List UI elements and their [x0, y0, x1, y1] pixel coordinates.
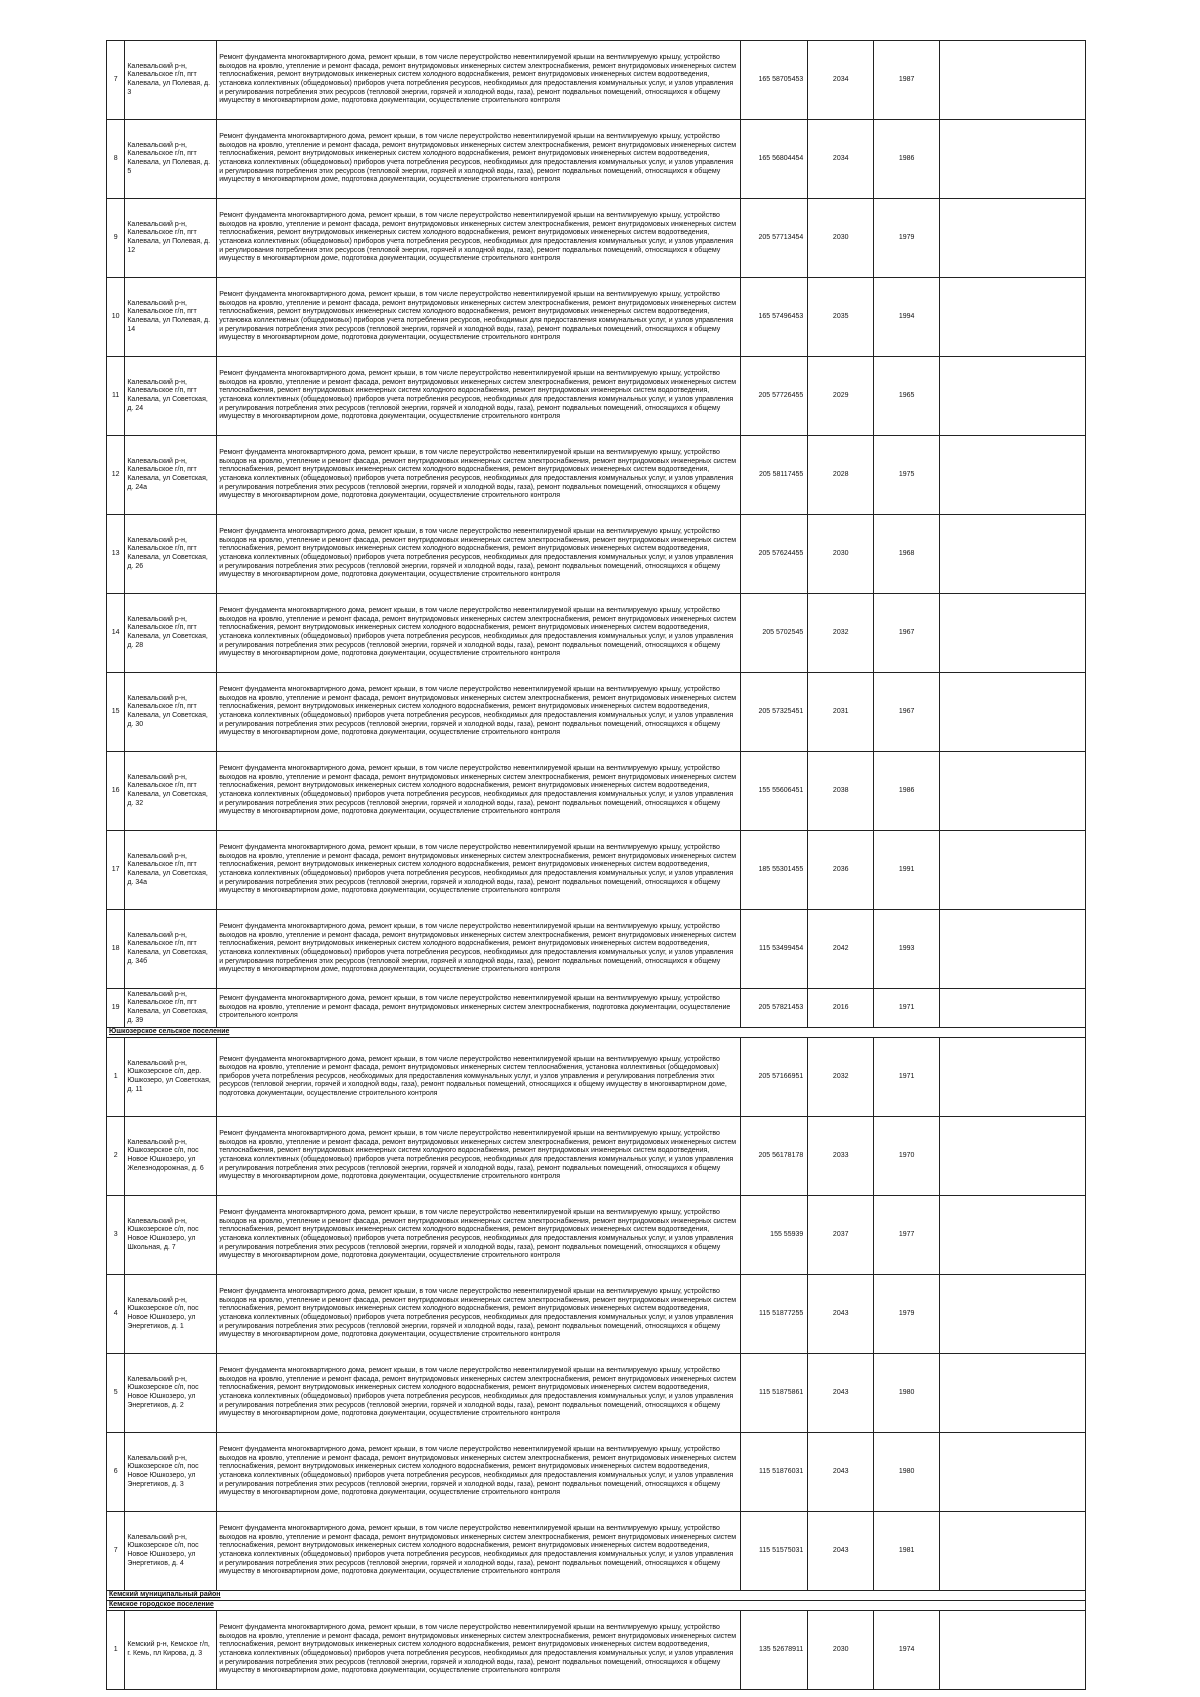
planned-year-cell: 2034 [808, 120, 874, 199]
planned-year-cell: 2038 [808, 752, 874, 831]
build-year-cell: 1971 [874, 1038, 940, 1117]
build-year-cell: 1986 [874, 120, 940, 199]
table-row [107, 515, 1086, 594]
table-row [107, 1275, 1086, 1354]
table-row [107, 1196, 1086, 1275]
address-cell: Калевальский р-н, Калевальское г/п, пгт Калевала, ул Полевая, д. 3 [125, 41, 217, 120]
empty-cell [940, 831, 1086, 910]
row-number: 5 [107, 1354, 125, 1433]
empty-cell [940, 1196, 1086, 1275]
cost-cell: 165 58705453 [741, 41, 808, 120]
address-cell: Калевальский р-н, Калевальское г/п, пгт Калевала, ул Советская, д. 34б [125, 910, 217, 989]
planned-year-cell: 2028 [808, 436, 874, 515]
planned-year-cell: 2043 [808, 1512, 874, 1591]
build-year-cell: 1970 [874, 1117, 940, 1196]
cost-cell: 115 51575031 [741, 1512, 808, 1591]
planned-year-cell: 2029 [808, 357, 874, 436]
cost-cell: 165 56804454 [741, 120, 808, 199]
work-description-cell: Ремонт фундамента многоквартирного дома, ремонт крыши, в том числе переустройство невентилируемой крыши на вентилируемую крышу, устройство выходов на кровлю, утепление и ремонт фасада, ремонт внутридомовых инженерных систем электроснабжения, ремонт внутридомовых инженерных систем теплоснабжения, ремонт внутридомовых инженерных систем холодного водоснабжения, ремонт внутридомовых инженерных систем водоотведения, установка коллективных (общедомовых) приборов учета потребления ресурсов, необходимых для предоставления коммунальных услуг, и узлов управления и регулирования потребления этих ресурсов (тепловой энергии, горячей и холодной воды, газа), ремонт подвальных помещений, относящихся к общему имуществу в многоквартирном доме, подготовка документации, осуществление строительного контроля [217, 1512, 741, 1591]
cost-cell: 115 51876031 [741, 1433, 808, 1512]
planned-year-cell: 2037 [808, 1196, 874, 1275]
section-title: Юшкозерское сельское поселение [107, 1028, 1086, 1038]
address-cell: Калевальский р-н, Калевальское г/п, пгт Калевала, ул Советская, д. 26 [125, 515, 217, 594]
row-number: 18 [107, 910, 125, 989]
address-cell: Кемский р-н, Кемское г/п, г. Кемь, пл Кирова, д. 3 [125, 1611, 217, 1690]
row-number: 16 [107, 752, 125, 831]
build-year-cell: 1971 [874, 989, 940, 1028]
row-number: 6 [107, 1433, 125, 1512]
planned-year-cell: 2034 [808, 41, 874, 120]
planned-year-cell: 2033 [808, 1117, 874, 1196]
work-description-cell: Ремонт фундамента многоквартирного дома, ремонт крыши, в том числе переустройство невентилируемой крыши на вентилируемую крышу, устройство выходов на кровлю, утепление и ремонт фасада, ремонт внутридомовых инженерных систем электроснабжения, ремонт внутридомовых инженерных систем теплоснабжения, ремонт внутридомовых инженерных систем холодного водоснабжения, ремонт внутридомовых инженерных систем водоотведения, установка коллективных (общедомовых) приборов учета потребления ресурсов, необходимых для предоставления коммунальных услуг, и узлов управления и регулирования потребления этих ресурсов (тепловой энергии, горячей и холодной воды, газа), ремонт подвальных помещений, относящихся к общему имуществу в многоквартирном доме, подготовка документации, осуществление строительного контроля [217, 673, 741, 752]
address-cell: Калевальский р-н, Калевальское г/п, пгт Калевала, ул Полевая, д. 14 [125, 278, 217, 357]
planned-year-cell: 2016 [808, 989, 874, 1028]
row-number: 12 [107, 436, 125, 515]
table-row [107, 436, 1086, 515]
address-cell: Калевальский р-н, Юшкозерское с/п, пос Новое Юшкозеро, ул Энергетиков, д. 3 [125, 1433, 217, 1512]
cost-cell: 205 57713454 [741, 199, 808, 278]
planned-year-cell: 2043 [808, 1354, 874, 1433]
section-title: Кемский муниципальный район [107, 1591, 1086, 1601]
table-row [107, 1117, 1086, 1196]
empty-cell [940, 357, 1086, 436]
empty-cell [940, 41, 1086, 120]
work-description-cell: Ремонт фундамента многоквартирного дома, ремонт крыши, в том числе переустройство невентилируемой крыши на вентилируемую крышу, устройство выходов на кровлю, утепление и ремонт фасада, ремонт внутридомовых инженерных систем электроснабжения, подготовка документации, осуществление строительного контроля [217, 989, 741, 1028]
row-number: 3 [107, 1196, 125, 1275]
work-description-cell: Ремонт фундамента многоквартирного дома, ремонт крыши, в том числе переустройство невентилируемой крыши на вентилируемую крышу, устройство выходов на кровлю, утепление и ремонт фасада, ремонт внутридомовых инженерных систем электроснабжения, ремонт внутридомовых инженерных систем теплоснабжения, ремонт внутридомовых инженерных систем холодного водоснабжения, ремонт внутридомовых инженерных систем водоотведения, установка коллективных (общедомовых) приборов учета потребления ресурсов, необходимых для предоставления коммунальных услуг, и узлов управления и регулирования потребления этих ресурсов (тепловой энергии, горячей и холодной воды, газа), ремонт подвальных помещений, относящихся к общему имуществу в многоквартирном доме, подготовка документации, осуществление строительного контроля [217, 436, 741, 515]
work-description-cell: Ремонт фундамента многоквартирного дома, ремонт крыши, в том числе переустройство невентилируемой крыши на вентилируемую крышу, устройство выходов на кровлю, утепление и ремонт фасада, ремонт внутридомовых инженерных систем электроснабжения, ремонт внутридомовых инженерных систем теплоснабжения, ремонт внутридомовых инженерных систем холодного водоснабжения, ремонт внутридомовых инженерных систем водоотведения, установка коллективных (общедомовых) приборов учета потребления ресурсов, необходимых для предоставления коммунальных услуг, и узлов управления и регулирования потребления этих ресурсов (тепловой энергии, горячей и холодной воды, газа), ремонт подвальных помещений, относящихся к общему имуществу в многоквартирном доме, подготовка документации, осуществление строительного контроля [217, 831, 741, 910]
empty-cell [940, 1275, 1086, 1354]
work-description-cell: Ремонт фундамента многоквартирного дома, ремонт крыши, в том числе переустройство невентилируемой крыши на вентилируемую крышу, устройство выходов на кровлю, утепление и ремонт фасада, ремонт внутридомовых инженерных систем электроснабжения, ремонт внутридомовых инженерных систем теплоснабжения, ремонт внутридомовых инженерных систем холодного водоснабжения, ремонт внутридомовых инженерных систем водоотведения, установка коллективных (общедомовых) приборов учета потребления ресурсов, необходимых для предоставления коммунальных услуг, и узлов управления и регулирования потребления этих ресурсов (тепловой энергии, горячей и холодной воды, газа), ремонт подвальных помещений, относящихся к общему имуществу в многоквартирном доме, подготовка документации, осуществление строительного контроля [217, 1275, 741, 1354]
cost-cell: 115 53499454 [741, 910, 808, 989]
address-cell: Калевальский р-н, Юшкозерское с/п, пос Новое Юшкозеро, ул Школьная, д. 7 [125, 1196, 217, 1275]
row-number: 10 [107, 278, 125, 357]
address-cell: Калевальский р-н, Юшкозерское с/п, дер. Юшкозеро, ул Советская, д. 11 [125, 1038, 217, 1117]
section-header-row [107, 1591, 1086, 1601]
row-number: 1 [107, 1611, 125, 1690]
row-number: 7 [107, 41, 125, 120]
build-year-cell: 1980 [874, 1354, 940, 1433]
empty-cell [940, 1512, 1086, 1591]
work-description-cell: Ремонт фундамента многоквартирного дома, ремонт крыши, в том числе переустройство невентилируемой крыши на вентилируемую крышу, устройство выходов на кровлю, утепление и ремонт фасада, ремонт внутридомовых инженерных систем электроснабжения, ремонт внутридомовых инженерных систем теплоснабжения, ремонт внутридомовых инженерных систем холодного водоснабжения, ремонт внутридомовых инженерных систем водоотведения, установка коллективных (общедомовых) приборов учета потребления ресурсов, необходимых для предоставления коммунальных услуг, и узлов управления и регулирования потребления этих ресурсов (тепловой энергии, горячей и холодной воды, газа), ремонт подвальных помещений, относящихся к общему имуществу в многоквартирном доме, подготовка документации, осуществление строительного контроля [217, 752, 741, 831]
document-page [106, 40, 1086, 1690]
work-description-cell: Ремонт фундамента многоквартирного дома, ремонт крыши, в том числе переустройство невентилируемой крыши на вентилируемую крышу, устройство выходов на кровлю, утепление и ремонт фасада, ремонт внутридомовых инженерных систем электроснабжения, ремонт внутридомовых инженерных систем теплоснабжения, ремонт внутридомовых инженерных систем холодного водоснабжения, ремонт внутридомовых инженерных систем водоотведения, установка коллективных (общедомовых) приборов учета потребления ресурсов, необходимых для предоставления коммунальных услуг, и узлов управления и регулирования потребления этих ресурсов (тепловой энергии, горячей и холодной воды, газа), ремонт подвальных помещений, относящихся к общему имуществу в многоквартирном доме, подготовка документации, осуществление строительного контроля [217, 515, 741, 594]
planned-year-cell: 2030 [808, 199, 874, 278]
work-description-cell: Ремонт фундамента многоквартирного дома, ремонт крыши, в том числе переустройство невентилируемой крыши на вентилируемую крышу, устройство выходов на кровлю, утепление и ремонт фасада, ремонт внутридомовых инженерных систем электроснабжения, ремонт внутридомовых инженерных систем теплоснабжения, ремонт внутридомовых инженерных систем холодного водоснабжения, ремонт внутридомовых инженерных систем водоотведения, установка коллективных (общедомовых) приборов учета потребления ресурсов, необходимых для предоставления коммунальных услуг, и узлов управления и регулирования потребления этих ресурсов (тепловой энергии, горячей и холодной воды, газа), ремонт подвальных помещений, относящихся к общему имуществу в многоквартирном доме, подготовка документации, осуществление строительного контроля [217, 1611, 741, 1690]
empty-cell [940, 436, 1086, 515]
table-row [107, 831, 1086, 910]
row-number: 7 [107, 1512, 125, 1591]
planned-year-cell: 2032 [808, 1038, 874, 1117]
build-year-cell: 1967 [874, 594, 940, 673]
address-cell: Калевальский р-н, Калевальское г/п, пгт Калевала, ул Советская, д. 24 [125, 357, 217, 436]
table-row [107, 594, 1086, 673]
cost-cell: 205 5702545 [741, 594, 808, 673]
work-description-cell: Ремонт фундамента многоквартирного дома, ремонт крыши, в том числе переустройство невентилируемой крыши на вентилируемую крышу, устройство выходов на кровлю, утепление и ремонт фасада, ремонт внутридомовых инженерных систем электроснабжения, ремонт внутридомовых инженерных систем теплоснабжения, ремонт внутридомовых инженерных систем холодного водоснабжения, ремонт внутридомовых инженерных систем водоотведения, установка коллективных (общедомовых) приборов учета потребления ресурсов, необходимых для предоставления коммунальных услуг, и узлов управления и регулирования потребления этих ресурсов (тепловой энергии, горячей и холодной воды, газа), ремонт подвальных помещений, относящихся к общему имуществу в многоквартирном доме, подготовка документации, осуществление строительного контроля [217, 1196, 741, 1275]
table-row [107, 357, 1086, 436]
build-year-cell: 1977 [874, 1196, 940, 1275]
work-description-cell: Ремонт фундамента многоквартирного дома, ремонт крыши, в том числе переустройство невентилируемой крыши на вентилируемую крышу, устройство выходов на кровлю, утепление и ремонт фасада, ремонт внутридомовых инженерных систем электроснабжения, ремонт внутридомовых инженерных систем теплоснабжения, ремонт внутридомовых инженерных систем холодного водоснабжения, ремонт внутридомовых инженерных систем водоотведения, установка коллективных (общедомовых) приборов учета потребления ресурсов, необходимых для предоставления коммунальных услуг, и узлов управления и регулирования потребления этих ресурсов (тепловой энергии, горячей и холодной воды, газа), ремонт подвальных помещений, относящихся к общему имуществу в многоквартирном доме, подготовка документации, осуществление строительного контроля [217, 910, 741, 989]
work-description-cell: Ремонт фундамента многоквартирного дома, ремонт крыши, в том числе переустройство невентилируемой крыши на вентилируемую крышу, устройство выходов на кровлю, утепление и ремонт фасада, ремонт внутридомовых инженерных систем электроснабжения, ремонт внутридомовых инженерных систем теплоснабжения, ремонт внутридомовых инженерных систем холодного водоснабжения, ремонт внутридомовых инженерных систем водоотведения, установка коллективных (общедомовых) приборов учета потребления ресурсов, необходимых для предоставления коммунальных услуг, и узлов управления и регулирования потребления этих ресурсов (тепловой энергии, горячей и холодной воды, газа), ремонт подвальных помещений, относящихся к общему имуществу в многоквартирном доме, подготовка документации, осуществление строительного контроля [217, 1117, 741, 1196]
address-cell: Калевальский р-н, Калевальское г/п, пгт Калевала, ул Советская, д. 32 [125, 752, 217, 831]
build-year-cell: 1979 [874, 1275, 940, 1354]
build-year-cell: 1967 [874, 673, 940, 752]
row-number: 19 [107, 989, 125, 1028]
row-number: 2 [107, 1117, 125, 1196]
build-year-cell: 1987 [874, 41, 940, 120]
table-row [107, 989, 1086, 1028]
work-description-cell: Ремонт фундамента многоквартирного дома, ремонт крыши, в том числе переустройство невентилируемой крыши на вентилируемую крышу, устройство выходов на кровлю, утепление и ремонт фасада, ремонт внутридомовых инженерных систем электроснабжения, ремонт внутридомовых инженерных систем теплоснабжения, ремонт внутридомовых инженерных систем холодного водоснабжения, ремонт внутридомовых инженерных систем водоотведения, установка коллективных (общедомовых) приборов учета потребления ресурсов, необходимых для предоставления коммунальных услуг, и узлов управления и регулирования потребления этих ресурсов (тепловой энергии, горячей и холодной воды, газа), ремонт подвальных помещений, относящихся к общему имуществу в многоквартирном доме, подготовка документации, осуществление строительного контроля [217, 357, 741, 436]
planned-year-cell: 2030 [808, 515, 874, 594]
build-year-cell: 1975 [874, 436, 940, 515]
build-year-cell: 1965 [874, 357, 940, 436]
row-number: 11 [107, 357, 125, 436]
row-number: 1 [107, 1038, 125, 1117]
table-row [107, 1611, 1086, 1690]
work-description-cell: Ремонт фундамента многоквартирного дома, ремонт крыши, в том числе переустройство невентилируемой крыши на вентилируемую крышу, устройство выходов на кровлю, утепление и ремонт фасада, ремонт внутридомовых инженерных систем электроснабжения, ремонт внутридомовых инженерных систем теплоснабжения, ремонт внутридомовых инженерных систем холодного водоснабжения, ремонт внутридомовых инженерных систем водоотведения, установка коллективных (общедомовых) приборов учета потребления ресурсов, необходимых для предоставления коммунальных услуг, и узлов управления и регулирования потребления этих ресурсов (тепловой энергии, горячей и холодной воды, газа), ремонт подвальных помещений, относящихся к общему имуществу в многоквартирном доме, подготовка документации, осуществление строительного контроля [217, 199, 741, 278]
empty-cell [940, 673, 1086, 752]
planned-year-cell: 2032 [808, 594, 874, 673]
cost-cell: 155 55939 [741, 1196, 808, 1275]
address-cell: Калевальский р-н, Калевальское г/п, пгт Калевала, ул Советская, д. 24а [125, 436, 217, 515]
address-cell: Калевальский р-н, Юшкозерское с/п, пос Новое Юшкозеро, ул Железнодорожная, д. 6 [125, 1117, 217, 1196]
cost-cell: 205 57166951 [741, 1038, 808, 1117]
build-year-cell: 1968 [874, 515, 940, 594]
empty-cell [940, 515, 1086, 594]
address-cell: Калевальский р-н, Калевальское г/п, пгт Калевала, ул Советская, д. 30 [125, 673, 217, 752]
table-row [107, 1433, 1086, 1512]
table-row [107, 910, 1086, 989]
empty-cell [940, 910, 1086, 989]
address-cell: Калевальский р-н, Калевальское г/п, пгт Калевала, ул Советская, д. 39 [125, 989, 217, 1028]
address-cell: Калевальский р-н, Калевальское г/п, пгт Калевала, ул Полевая, д. 12 [125, 199, 217, 278]
row-number: 8 [107, 120, 125, 199]
cost-cell: 115 51875861 [741, 1354, 808, 1433]
cost-cell: 205 57624455 [741, 515, 808, 594]
empty-cell [940, 1354, 1086, 1433]
address-cell: Калевальский р-н, Калевальское г/п, пгт Калевала, ул Полевая, д. 5 [125, 120, 217, 199]
section-header-row [107, 1028, 1086, 1038]
table-row [107, 278, 1086, 357]
row-number: 13 [107, 515, 125, 594]
empty-cell [940, 1117, 1086, 1196]
row-number: 17 [107, 831, 125, 910]
work-description-cell: Ремонт фундамента многоквартирного дома, ремонт крыши, в том числе переустройство невентилируемой крыши на вентилируемую крышу, устройство выходов на кровлю, утепление и ремонт фасада, ремонт внутридомовых инженерных систем электроснабжения, ремонт внутридомовых инженерных систем теплоснабжения, ремонт внутридомовых инженерных систем холодного водоснабжения, ремонт внутридомовых инженерных систем водоотведения, установка коллективных (общедомовых) приборов учета потребления ресурсов, необходимых для предоставления коммунальных услуг, и узлов управления и регулирования потребления этих ресурсов (тепловой энергии, горячей и холодной воды, газа), ремонт подвальных помещений, относящихся к общему имуществу в многоквартирном доме, подготовка документации, осуществление строительного контроля [217, 1354, 741, 1433]
address-cell: Калевальский р-н, Юшкозерское с/п, пос Новое Юшкозеро, ул Энергетиков, д. 4 [125, 1512, 217, 1591]
planned-year-cell: 2030 [808, 1611, 874, 1690]
row-number: 9 [107, 199, 125, 278]
row-number: 4 [107, 1275, 125, 1354]
table-row [107, 41, 1086, 120]
address-cell: Калевальский р-н, Калевальское г/п, пгт Калевала, ул Советская, д. 28 [125, 594, 217, 673]
work-description-cell: Ремонт фундамента многоквартирного дома, ремонт крыши, в том числе переустройство невентилируемой крыши на вентилируемую крышу, устройство выходов на кровлю, утепление и ремонт фасада, ремонт внутридомовых инженерных систем электроснабжения, ремонт внутридомовых инженерных систем теплоснабжения, ремонт внутридомовых инженерных систем холодного водоснабжения, ремонт внутридомовых инженерных систем водоотведения, установка коллективных (общедомовых) приборов учета потребления ресурсов, необходимых для предоставления коммунальных услуг, и узлов управления и регулирования потребления этих ресурсов (тепловой энергии, горячей и холодной воды, газа), ремонт подвальных помещений, относящихся к общему имуществу в многоквартирном доме, подготовка документации, осуществление строительного контроля [217, 278, 741, 357]
build-year-cell: 1994 [874, 278, 940, 357]
empty-cell [940, 1611, 1086, 1690]
section-title: Кемское городское поселение [107, 1601, 1086, 1611]
work-description-cell: Ремонт фундамента многоквартирного дома, ремонт крыши, в том числе переустройство невентилируемой крыши на вентилируемую крышу, устройство выходов на кровлю, утепление и ремонт фасада, ремонт внутридомовых инженерных систем электроснабжения, ремонт внутридомовых инженерных систем теплоснабжения, ремонт внутридомовых инженерных систем холодного водоснабжения, ремонт внутридомовых инженерных систем водоотведения, установка коллективных (общедомовых) приборов учета потребления ресурсов, необходимых для предоставления коммунальных услуг, и узлов управления и регулирования потребления этих ресурсов (тепловой энергии, горячей и холодной воды, газа), ремонт подвальных помещений, относящихся к общему имуществу в многоквартирном доме, подготовка документации, осуществление строительного контроля [217, 594, 741, 673]
table-body [107, 41, 1086, 1690]
repair-plan-table [106, 40, 1086, 1690]
cost-cell: 205 58117455 [741, 436, 808, 515]
table-row [107, 673, 1086, 752]
planned-year-cell: 2043 [808, 1433, 874, 1512]
build-year-cell: 1993 [874, 910, 940, 989]
cost-cell: 155 55606451 [741, 752, 808, 831]
cost-cell: 135 52678911 [741, 1611, 808, 1690]
build-year-cell: 1980 [874, 1433, 940, 1512]
cost-cell: 185 55301455 [741, 831, 808, 910]
planned-year-cell: 2043 [808, 1275, 874, 1354]
empty-cell [940, 1038, 1086, 1117]
cost-cell: 205 57821453 [741, 989, 808, 1028]
row-number: 15 [107, 673, 125, 752]
work-description-cell: Ремонт фундамента многоквартирного дома, ремонт крыши, в том числе переустройство невентилируемой крыши на вентилируемую крышу, устройство выходов на кровлю, утепление и ремонт фасада, ремонт внутридомовых инженерных систем электроснабжения, ремонт внутридомовых инженерных систем теплоснабжения, ремонт внутридомовых инженерных систем холодного водоснабжения, ремонт внутридомовых инженерных систем водоотведения, установка коллективных (общедомовых) приборов учета потребления ресурсов, необходимых для предоставления коммунальных услуг, и узлов управления и регулирования потребления этих ресурсов (тепловой энергии, горячей и холодной воды, газа), ремонт подвальных помещений, относящихся к общему имуществу в многоквартирном доме, подготовка документации, осуществление строительного контроля [217, 41, 741, 120]
table-row [107, 199, 1086, 278]
address-cell: Калевальский р-н, Юшкозерское с/п, пос Новое Юшкозеро, ул Энергетиков, д. 1 [125, 1275, 217, 1354]
row-number: 14 [107, 594, 125, 673]
planned-year-cell: 2031 [808, 673, 874, 752]
table-row [107, 1512, 1086, 1591]
cost-cell: 205 57726455 [741, 357, 808, 436]
planned-year-cell: 2042 [808, 910, 874, 989]
address-cell: Калевальский р-н, Юшкозерское с/п, пос Новое Юшкозеро, ул Энергетиков, д. 2 [125, 1354, 217, 1433]
address-cell: Калевальский р-н, Калевальское г/п, пгт Калевала, ул Советская, д. 34а [125, 831, 217, 910]
empty-cell [940, 989, 1086, 1028]
work-description-cell: Ремонт фундамента многоквартирного дома, ремонт крыши, в том числе переустройство невентилируемой крыши на вентилируемую крышу, устройство выходов на кровлю, утепление и ремонт фасада, ремонт внутридомовых инженерных систем электроснабжения, ремонт внутридомовых инженерных систем теплоснабжения, ремонт внутридомовых инженерных систем холодного водоснабжения, ремонт внутридомовых инженерных систем водоотведения, установка коллективных (общедомовых) приборов учета потребления ресурсов, необходимых для предоставления коммунальных услуг, и узлов управления и регулирования потребления этих ресурсов (тепловой энергии, горячей и холодной воды, газа), ремонт подвальных помещений, относящихся к общему имуществу в многоквартирном доме, подготовка документации, осуществление строительного контроля [217, 1433, 741, 1512]
build-year-cell: 1974 [874, 1611, 940, 1690]
build-year-cell: 1991 [874, 831, 940, 910]
cost-cell: 205 56178178 [741, 1117, 808, 1196]
planned-year-cell: 2036 [808, 831, 874, 910]
empty-cell [940, 199, 1086, 278]
build-year-cell: 1979 [874, 199, 940, 278]
section-header-row [107, 1601, 1086, 1611]
empty-cell [940, 120, 1086, 199]
empty-cell [940, 278, 1086, 357]
table-row [107, 752, 1086, 831]
empty-cell [940, 594, 1086, 673]
empty-cell [940, 1433, 1086, 1512]
work-description-cell: Ремонт фундамента многоквартирного дома, ремонт крыши, в том числе переустройство невентилируемой крыши на вентилируемую крышу, устройство выходов на кровлю, утепление и ремонт фасада, ремонт внутридомовых инженерных систем электроснабжения, ремонт внутридомовых инженерных систем теплоснабжения, ремонт внутридомовых инженерных систем холодного водоснабжения, ремонт внутридомовых инженерных систем водоотведения, установка коллективных (общедомовых) приборов учета потребления ресурсов, необходимых для предоставления коммунальных услуг, и узлов управления и регулирования потребления этих ресурсов (тепловой энергии, горячей и холодной воды, газа), ремонт подвальных помещений, относящихся к общему имуществу в многоквартирном доме, подготовка документации, осуществление строительного контроля [217, 120, 741, 199]
cost-cell: 205 57325451 [741, 673, 808, 752]
cost-cell: 165 57496453 [741, 278, 808, 357]
table-row [107, 120, 1086, 199]
work-description-cell: Ремонт фундамента многоквартирного дома, ремонт крыши, в том числе переустройство невентилируемой крыши на вентилируемую крышу, устройство выходов на кровлю, утепление и ремонт фасада, ремонт внутридомовых инженерных систем теплоснабжения, установка коллективных (общедомовых) приборов учета потребления ресурсов, необходимых для предоставления коммунальных услуг, и узлов управления и регулирования потребления этих ресурсов (тепловой энергии, горячей и холодной воды, газа), ремонт подвальных помещений, относящихся к общему имуществу в многоквартирном доме, подготовка документации, осуществление строительного контроля [217, 1038, 741, 1117]
table-row [107, 1038, 1086, 1117]
empty-cell [940, 752, 1086, 831]
table-row [107, 1354, 1086, 1433]
cost-cell: 115 51877255 [741, 1275, 808, 1354]
build-year-cell: 1986 [874, 752, 940, 831]
build-year-cell: 1981 [874, 1512, 940, 1591]
planned-year-cell: 2035 [808, 278, 874, 357]
